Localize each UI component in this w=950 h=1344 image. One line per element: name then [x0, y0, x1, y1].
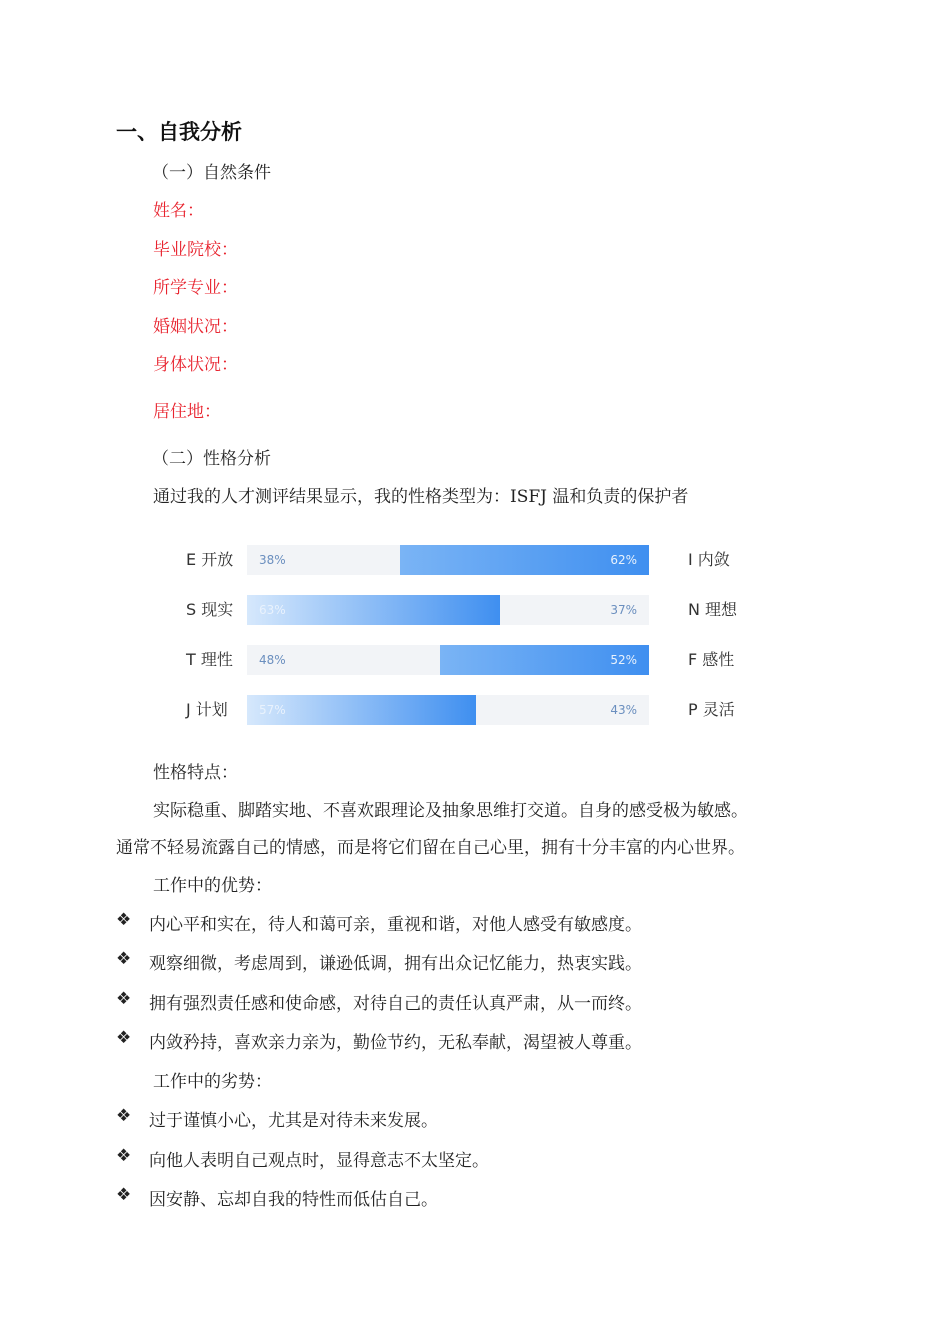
mbti-right-label: N 理想	[688, 600, 738, 619]
mbti-row-ei	[180, 545, 760, 575]
bullet-icon: ❖	[116, 1185, 132, 1205]
mbti-right-label: P 灵活	[688, 700, 735, 719]
traits-line-2: 通常不轻易流露自己的情感，而是将它们留在自己心里，拥有十分丰富的内心世界。	[116, 838, 745, 858]
bullet-icon: ❖	[116, 910, 132, 930]
strength-item: 观察细微，考虑周到，谦逊低调，拥有出众记忆能力，热衷实践。	[149, 954, 642, 974]
mbti-track	[247, 695, 649, 725]
mbti-right-pct: 62%	[610, 553, 637, 567]
mbti-left-pct: 48%	[259, 653, 286, 667]
weakness-item: 向他人表明自己观点时，显得意志不太坚定。	[149, 1151, 489, 1171]
strength-item: 内心平和实在，待人和蔼可亲，重视和谐，对他人感受有敏感度。	[149, 915, 642, 935]
bullet-icon: ❖	[116, 1146, 132, 1166]
mbti-track	[247, 645, 649, 675]
bullet-icon: ❖	[116, 949, 132, 969]
mbti-track	[247, 595, 649, 625]
weaknesses-heading: 工作中的劣势：	[153, 1072, 272, 1092]
personality-heading: （二）性格分析	[152, 449, 271, 469]
mbti-right-pct: 37%	[610, 603, 637, 617]
field-school: 毕业院校：	[153, 240, 238, 260]
field-marital-status: 婚姻状况：	[153, 317, 238, 337]
traits-heading: 性格特点：	[153, 763, 238, 783]
mbti-left-pct: 63%	[259, 603, 286, 617]
bullet-icon: ❖	[116, 1028, 132, 1048]
mbti-left-label: S 现实	[186, 600, 234, 619]
mbti-right-label: F 感性	[688, 650, 735, 669]
mbti-left-label: J 计划	[186, 700, 228, 719]
mbti-track	[247, 545, 649, 575]
strength-item: 拥有强烈责任感和使命感，对待自己的责任认真严肃，从一而终。	[149, 994, 642, 1014]
mbti-left-pct: 57%	[259, 703, 286, 717]
strengths-heading: 工作中的优势：	[153, 876, 272, 896]
field-residence: 居住地：	[153, 402, 221, 422]
mbti-left-label: E 开放	[186, 550, 234, 569]
field-health-status: 身体状况：	[153, 355, 238, 375]
mbti-right-pct: 52%	[610, 653, 637, 667]
weakness-item: 过于谨慎小心，尤其是对待未来发展。	[149, 1111, 438, 1131]
mbti-right-label: I 内敛	[688, 550, 730, 569]
mbti-left-label: T 理性	[186, 650, 233, 669]
weakness-item: 因安静、忘却自我的特性而低估自己。	[149, 1190, 438, 1210]
mbti-chart	[180, 536, 760, 736]
mbti-left-pct: 38%	[259, 553, 286, 567]
section-title: 一、自我分析	[116, 120, 242, 144]
mbti-row-tf	[180, 645, 760, 675]
strength-item: 内敛矜持，喜欢亲力亲为，勤俭节约，无私奉献，渴望被人尊重。	[149, 1033, 642, 1053]
mbti-row-sn	[180, 595, 760, 625]
mbti-row-jp	[180, 695, 760, 725]
field-name: 姓名：	[153, 201, 204, 221]
bullet-icon: ❖	[116, 989, 132, 1009]
bullet-icon: ❖	[116, 1106, 132, 1126]
traits-line-1: 实际稳重、脚踏实地、不喜欢跟理论及抽象思维打交道。自身的感受极为敏感。	[153, 801, 748, 821]
personality-intro: 通过我的人才测评结果显示，我的性格类型为：ISFJ 温和负责的保护者	[153, 487, 689, 507]
natural-conditions-heading: （一）自然条件	[152, 163, 271, 183]
field-major: 所学专业：	[153, 278, 238, 298]
mbti-right-pct: 43%	[610, 703, 637, 717]
